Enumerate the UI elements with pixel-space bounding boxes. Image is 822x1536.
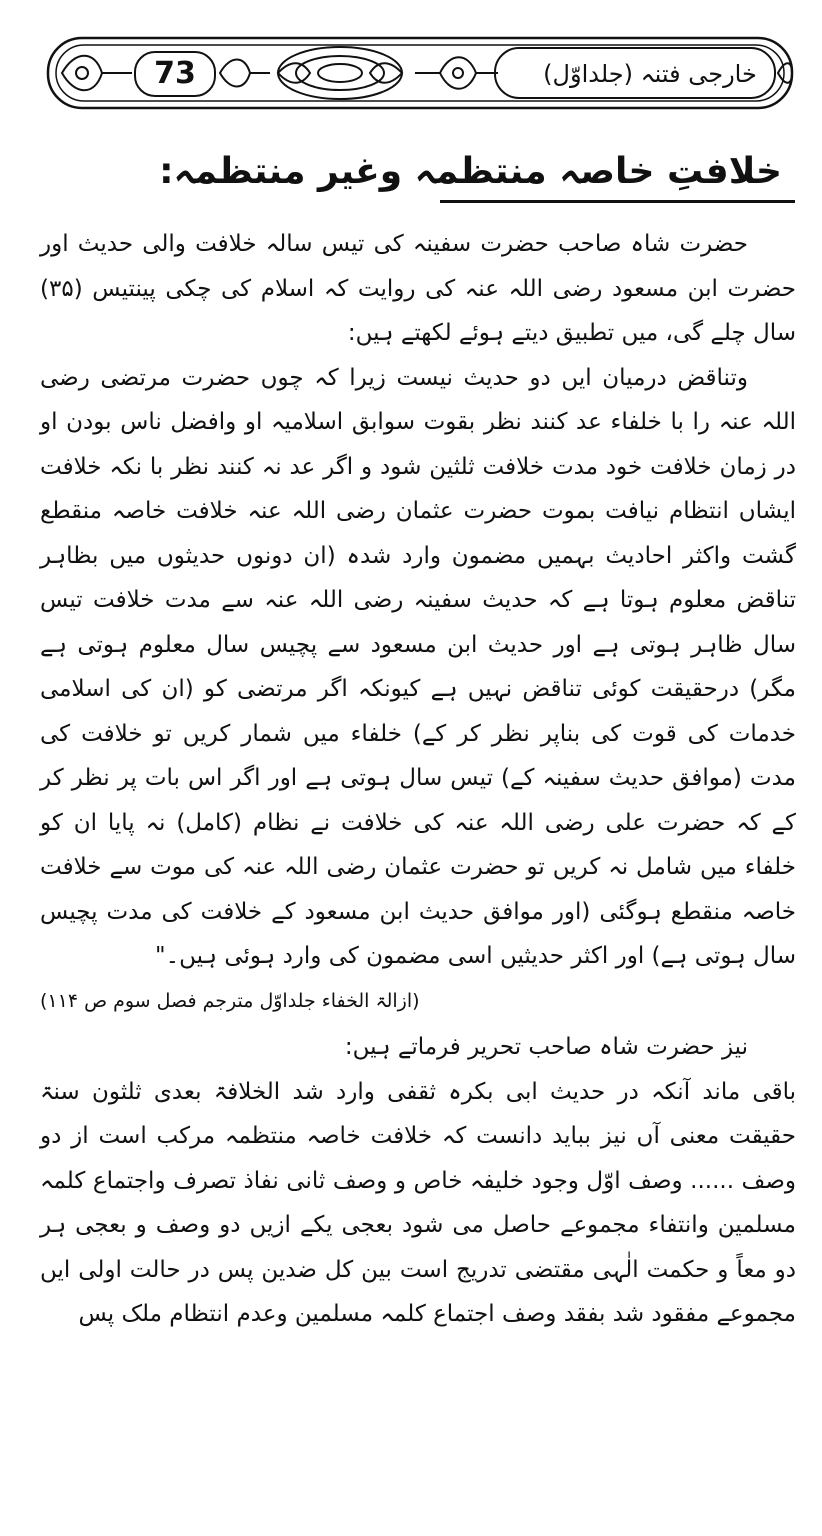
heading-underline	[440, 200, 795, 203]
page-number: 73	[154, 56, 196, 91]
flourish-icon	[220, 60, 270, 87]
right-flourish-icon	[778, 63, 792, 83]
center-medallion-icon	[278, 47, 402, 99]
paragraph-intro: حضرت شاہ صاحب حضرت سفینہ کی تیس سالہ خلافت والی حدیث اور حضرت ابن مسعود رضی اللہ عنہ کی روایت کہ اسلام کی چکی پینتیس (۳۵) سال چلے گی، میں تطبیق دیتے ہوئے لکھتے ہیں:	[40, 231, 796, 346]
paragraph-lead-in: نیز حضرت شاہ صاحب تحریر فرماتے ہیں:	[344, 1034, 748, 1060]
section-heading: خلافتِ خاصہ منتظمہ وغیر منتظمہ:	[159, 151, 782, 192]
left-flourish-icon	[62, 56, 132, 91]
paragraph-persian-quote: باقی ماند آنکہ در حدیث ابی بکرہ ثقفی وارد شد الخلافۃ بعدی ثلثون سنۃ حقیقت معنی آں نیز بباید دانست کہ خلافت خاصہ منتظمہ مرکب است از دو وصف ...... وصف اوّل وجود خلیفہ خاص و وصف ثانی نفاذ تصرف واجتماع کلمہ مسلمین وانتفاء مجموعے حاصل می شود بعجی یکے ازیں دو وصف و بعجی ہر دو معاً و حکمت الٰہی مقتضی تدریج است بین کل ضدین پس در حالت اولی ایں مجموعے مفقود شد بفقد وصف اجتماع کلمہ مسلمین وعدم انتظام ملک پس	[40, 1078, 796, 1327]
running-title: خارجی فتنہ (جلداوّل)	[543, 60, 757, 88]
flourish-icon	[415, 57, 498, 89]
paragraph-quotation: وتناقض درمیان ایں دو حدیث نیست زیرا کہ چوں حضرت مرتضی رضی اللہ عنہ را با خلفاء عد کنند نظر بقوت سوابق اسلامیہ او وافضل ناس بودن او در زمان خلافت خود مدت خلافت ثلثین شود و اگر عد نہ کنند نظر با نکہ خلافت ایشاں انتظام نیافت بموت حضرت عثمان رضی اللہ عنہ خلافت خاصہ منقطع گشت واکثر احادیث بہمیں مضمون وارد شدہ (ان دونوں حدیثوں میں بظاہر تناقض معلوم ہوتا ہے کہ حدیث سفینہ رضی اللہ عنہ سے مدت خلافت تیس سال ظاہر ہوتی ہے اور حدیث ابن مسعود سے پچیس سال معلوم ہوتی ہے مگر) درحقیقت کوئی تناقض نہیں ہے کیونکہ اگر مرتضی کو (ان کی اسلامی خدمات کی قوت کی بناپر نظر کر کے) خلفاء میں شمار کریں تو خلافت کی مدت (موافق حدیث سفینہ کے) تیس سال ہوتی ہے اور اگر اس بات پر نظر کر کے کہ حضرت علی رضی اللہ عنہ کی خلافت نے نظام (کامل) نہ پایا ان کو خلفاء میں شامل نہ کریں تو حضرت عثمان رضی اللہ عنہ کی موت سے خلافت خاصہ منقطع ہوگئی (اور موافق حدیث ابن مسعود کے خلافت کی مدت پچیس سال ہوتی ہے) اور اکثر حدیثیں اسی مضمون کی وارد ہوئی ہیں۔"	[40, 364, 796, 969]
body-text	[40, 222, 796, 1337]
page-header	[40, 30, 800, 120]
citation-reference: (ازالۃ الخفاء جلداوّل مترجم فصل سوم ص ۱۱۴)	[40, 989, 420, 1012]
